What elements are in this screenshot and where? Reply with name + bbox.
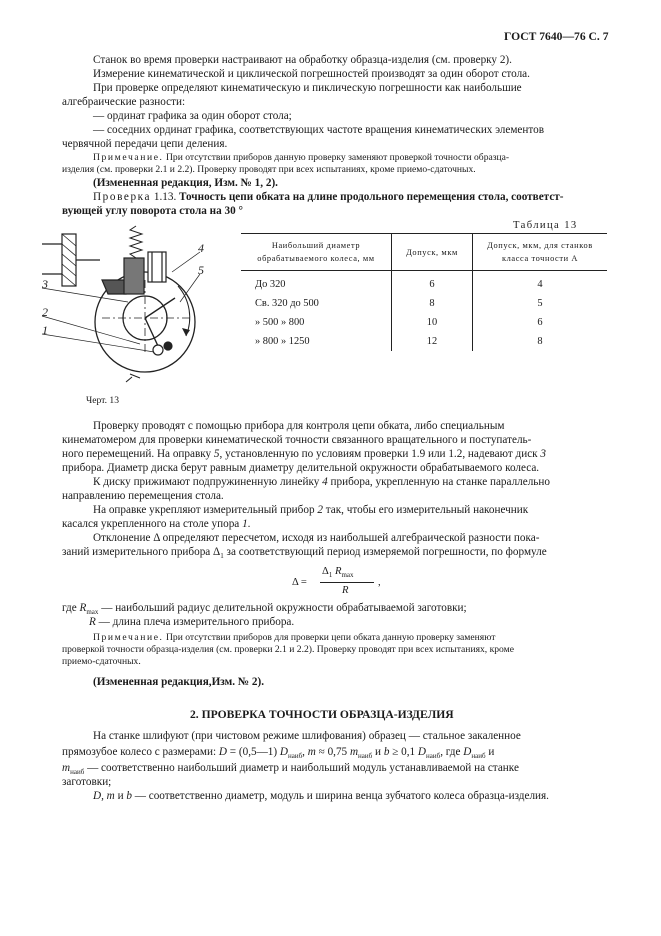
note-text: При отсутствии приборов данную проверку заменяют проверкой точности образца- xyxy=(165,152,510,163)
figure-label: 5 xyxy=(198,263,204,277)
table-cell: 4 xyxy=(473,271,608,295)
note-label: Примечание. xyxy=(93,152,164,163)
figure-13-diagram xyxy=(40,222,215,392)
formula-denominator: R xyxy=(342,585,349,596)
table-cell: 8 xyxy=(473,332,608,351)
table-row xyxy=(241,313,607,332)
paragraph-text: заготовки; xyxy=(62,776,112,788)
table-header-cell: Наибольший диаметр обрабатываемого колеса, мм xyxy=(241,234,392,271)
paragraph-text: К диску прижимают подпружиненную линейку 4 прибора, укрепленную на станке параллельно xyxy=(93,476,550,488)
formula-lhs: Δ = xyxy=(292,577,307,588)
figure-caption: Черт. 13 xyxy=(86,395,120,406)
amendment-note: (Измененная редакция,Изм. № 2). xyxy=(93,676,264,688)
mandrel-block xyxy=(148,252,166,282)
table-cell: 8 xyxy=(392,294,473,313)
table-cell: 6 xyxy=(392,271,473,295)
note-line: проверкой точности образца-изделия (см. проверки 2.1 и 2.2). Проверку проводят при всех испытаниях, кроме xyxy=(62,644,514,655)
check-heading xyxy=(93,191,564,204)
table-cell: До 320 xyxy=(255,279,286,290)
paragraph-text: Измерение кинематической и циклической погрешностей производят за один оборот стола. xyxy=(93,68,530,80)
spring-icon xyxy=(130,226,142,258)
paragraph-text: алгебраические разности: xyxy=(62,96,186,108)
page-header: ГОСТ 7640—76 С. 7 xyxy=(504,30,609,43)
paragraph-text: заний измерительного прибора $\Delta_1$ за соответствующий период измеряемой погрешности, по формуле xyxy=(62,546,547,560)
formula xyxy=(292,566,412,600)
table-row xyxy=(241,332,607,351)
note-line: изделия (см. проверки 2.1 и 2.2). Проверку проводят при всех испытаниях, кроме приемо-сдаточных. xyxy=(62,164,476,175)
paragraph-text: Станок во время проверки настраивают на обработку образца-изделия (см. проверку 2). xyxy=(93,54,512,66)
table-caption: Таблица 13 xyxy=(513,220,578,231)
figure-label: 3 xyxy=(42,277,48,291)
paragraph-text: касался укрепленного на столе упора 1. xyxy=(62,518,251,530)
section-title: 2. ПРОВЕРКА ТОЧНОСТИ ОБРАЗЦА-ИЗДЕЛИЯ xyxy=(190,708,454,721)
paragraph-text: Отклонение Δ определяют пересчетом, исходя из наибольшей алгебраической разности пока- xyxy=(93,532,540,544)
table-header-row xyxy=(241,234,607,271)
paragraph-text: прибора. Диаметр диска берут равным диаметру делительной окружности обрабатываемого колеса. xyxy=(62,462,540,474)
fraction-bar xyxy=(320,582,374,583)
figure-label: 4 xyxy=(198,241,204,255)
list-item: — соседних ординат графика, соответствующих частоте вращения кинематических элементов xyxy=(93,124,544,136)
where-line: где $R_{max}$ — наибольший радиус делительной окружности обрабатываемой заготовки; xyxy=(62,602,467,616)
paragraph-text: На станке шлифуют (при чистовом режиме шлифования) образец — стальное закаленное xyxy=(93,730,521,742)
table-header-cell: Допуск, мкм, для станков класса точности А xyxy=(473,234,608,271)
paragraph-text: На оправке укрепляют измерительный прибор 2 так, чтобы его измерительный наконечник xyxy=(93,504,529,516)
table-cell: Св. 320 до 500 xyxy=(255,298,319,309)
note-text: При отсутствии приборов для проверки цепи обката данную проверку заменяют xyxy=(165,632,496,643)
paragraph-text: кинематомером для проверки кинематической точности связанного вращательного и поступатель- xyxy=(62,434,532,446)
table-cell: 12 xyxy=(392,332,473,351)
note-label: Примечание. xyxy=(93,632,164,643)
list-item: червячной передачи цепи деления. xyxy=(62,138,228,150)
check-title: вующей углу поворота стола на 30 ° xyxy=(62,205,243,217)
amendment-note: (Измененная редакция, Изм. № 1, 2). xyxy=(93,177,278,189)
table-row xyxy=(241,294,607,313)
table-cell: » 800 » 1250 xyxy=(255,336,310,347)
formula-tail: , xyxy=(378,577,381,588)
paragraph-text: Проверку проводят с помощью прибора для контроля цепи обката, либо специальным xyxy=(93,420,505,432)
list-item: — ординат графика за один оборот стола; xyxy=(93,110,292,122)
where-line: R — длина плеча измерительного прибора. xyxy=(89,616,295,628)
slider-block xyxy=(124,258,144,294)
check-title: Точность цепи обката на длине продольного перемещения стола, соответст- xyxy=(179,191,564,203)
formula-numerator: $\Delta_1$ $R_{max}$ xyxy=(322,566,354,579)
note-line: приемо-сдаточных. xyxy=(62,656,141,667)
table-row xyxy=(241,271,607,295)
table-cell: 5 xyxy=(473,294,608,313)
paragraph-text: D, m и b — соответственно диаметр, модуль и ширина венца зубчатого колеса образца-изделия. xyxy=(93,790,549,802)
check-label: Проверка xyxy=(93,191,152,203)
paragraph-text: прямозубое колесо с размерами: D = (0,5—1) $D_{наиб}$, m ≈ 0,75 $m_{наиб}$ и b ≥ 0,1 $D_{наиб}$, где $D_{наиб}$ и xyxy=(62,746,495,760)
check-number: 1.13. xyxy=(153,191,177,203)
paragraph-text: ного перемещений. На оправку 5, установленную по условиям проверки 1.9 или 1.2, надевают диск 3 xyxy=(62,448,546,460)
figure-label: 2 xyxy=(42,305,48,319)
note-line xyxy=(93,152,509,165)
paragraph-text: При проверке определяют кинематическую и пиклическую погрешности как наибольшие xyxy=(93,82,522,94)
table-header-cell: Допуск, мкм xyxy=(392,234,473,271)
paragraph-text: направлению перемещения стола. xyxy=(62,490,224,502)
table-cell: » 500 » 800 xyxy=(255,317,305,328)
figure-label: 1 xyxy=(42,323,48,337)
paragraph-text: $m_{наиб}$ — соответственно наибольший диаметр и наибольший модуль устанавливаемой на станке xyxy=(62,762,519,776)
tolerance-table xyxy=(241,233,607,351)
table-cell: 6 xyxy=(473,313,608,332)
table-cell: 10 xyxy=(392,313,473,332)
note-line xyxy=(93,632,495,645)
